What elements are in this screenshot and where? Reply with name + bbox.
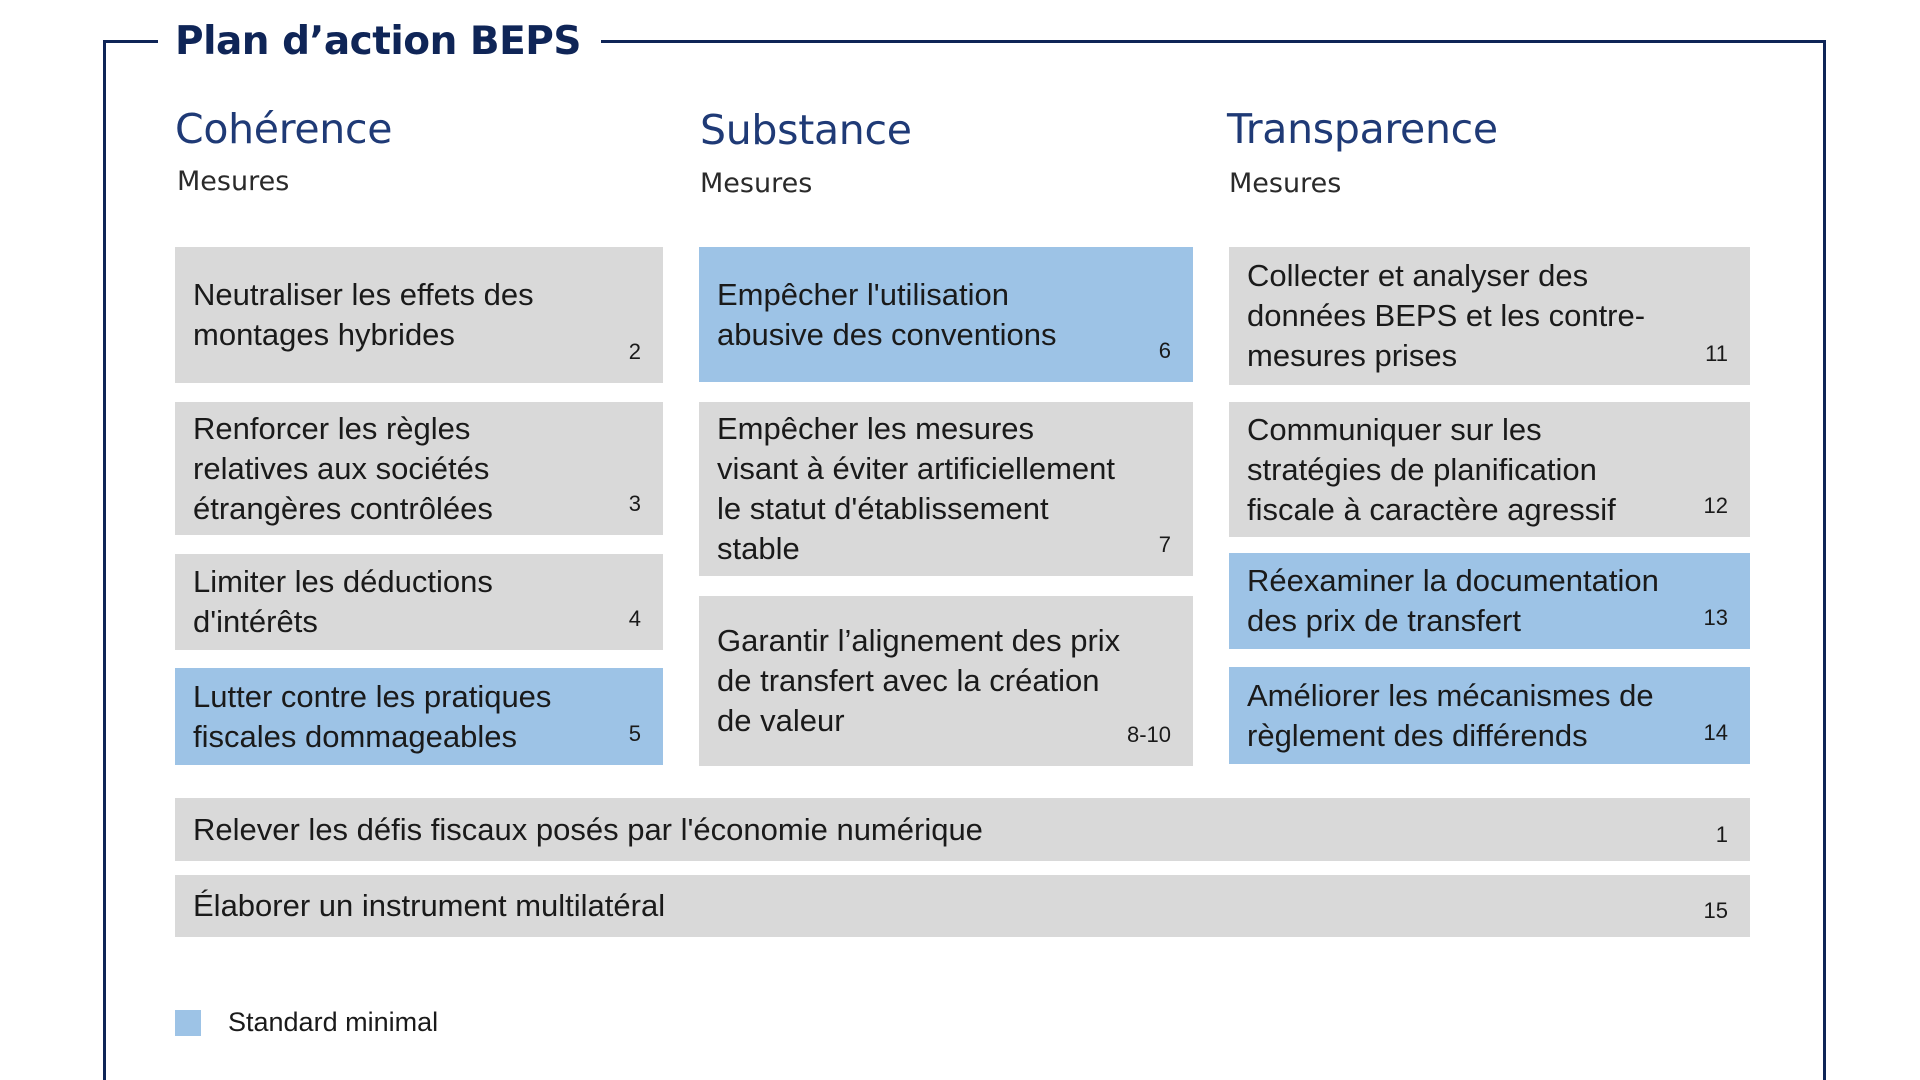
action-text: Neutraliser les effets des montages hybrides bbox=[193, 277, 534, 352]
action-text: Relever les défis fiscaux posés par l'économie numérique bbox=[193, 811, 983, 847]
action-number: 7 bbox=[1158, 532, 1171, 557]
action-text: Garantir l’alignement des prix de transfert avec la création de valeur bbox=[717, 623, 1121, 738]
column-heading-coherence: Cohérence bbox=[175, 105, 393, 153]
column-subheading-coherence: Mesures bbox=[177, 166, 290, 197]
action-text: Élaborer un instrument multilatéral bbox=[193, 888, 666, 923]
action-text: Collecter et analyser des données BEPS et les contre-mesures prises bbox=[1247, 258, 1646, 373]
column-subheading-substance: Mesures bbox=[700, 168, 813, 199]
action-number: 5 bbox=[628, 721, 641, 746]
action-text: Réexaminer la documentation des prix de transfert bbox=[1247, 563, 1659, 638]
legend-swatch bbox=[175, 1010, 201, 1036]
cross-cutting-box bbox=[175, 798, 1750, 861]
action-number: 15 bbox=[1703, 898, 1728, 923]
action-number: 1 bbox=[1715, 822, 1728, 847]
action-text: Améliorer les mécanismes de règlement des différends bbox=[1247, 677, 1654, 753]
action-number: 3 bbox=[628, 491, 641, 516]
action-box-minimum-standard bbox=[1229, 553, 1750, 649]
action-text: Empêcher l'utilisation abusive des conventions bbox=[717, 276, 1057, 352]
legend-label: Standard minimal bbox=[228, 1007, 439, 1037]
action-number: 6 bbox=[1158, 338, 1171, 363]
column-heading-transparence: Transparence bbox=[1227, 105, 1498, 153]
action-box bbox=[1229, 402, 1750, 537]
action-text: Limiter les déductions d'intérêts bbox=[193, 564, 493, 639]
column-heading-substance: Substance bbox=[700, 106, 912, 154]
page-title: Plan d’action BEPS bbox=[158, 14, 601, 70]
action-box bbox=[1229, 247, 1750, 385]
action-number: 4 bbox=[628, 606, 641, 631]
action-text: Communiquer sur les stratégies de planification fiscale à caractère agressif bbox=[1247, 411, 1616, 527]
action-box bbox=[699, 596, 1193, 766]
action-number: 11 bbox=[1705, 341, 1728, 366]
action-box-minimum-standard bbox=[699, 247, 1193, 382]
action-number: 13 bbox=[1703, 605, 1728, 630]
action-box bbox=[175, 554, 663, 650]
action-box bbox=[699, 402, 1193, 576]
column-subheading-transparence: Mesures bbox=[1229, 168, 1342, 199]
action-text: Lutter contre les pratiques fiscales dommageables bbox=[193, 678, 552, 754]
action-box-minimum-standard bbox=[175, 668, 663, 765]
action-box bbox=[175, 247, 663, 383]
action-box-minimum-standard bbox=[1229, 667, 1750, 764]
action-text: Renforcer les règles relatives aux sociétés étrangères contrôlées bbox=[193, 410, 493, 526]
action-number: 12 bbox=[1703, 493, 1728, 518]
action-text: Empêcher les mesures visant à éviter artificiellement le statut d'établissement stable bbox=[717, 411, 1115, 566]
action-box bbox=[175, 402, 663, 535]
action-number: 8-10 bbox=[1126, 722, 1171, 747]
cross-cutting-box bbox=[175, 875, 1750, 937]
action-number: 14 bbox=[1703, 720, 1728, 745]
action-number: 2 bbox=[628, 339, 641, 364]
